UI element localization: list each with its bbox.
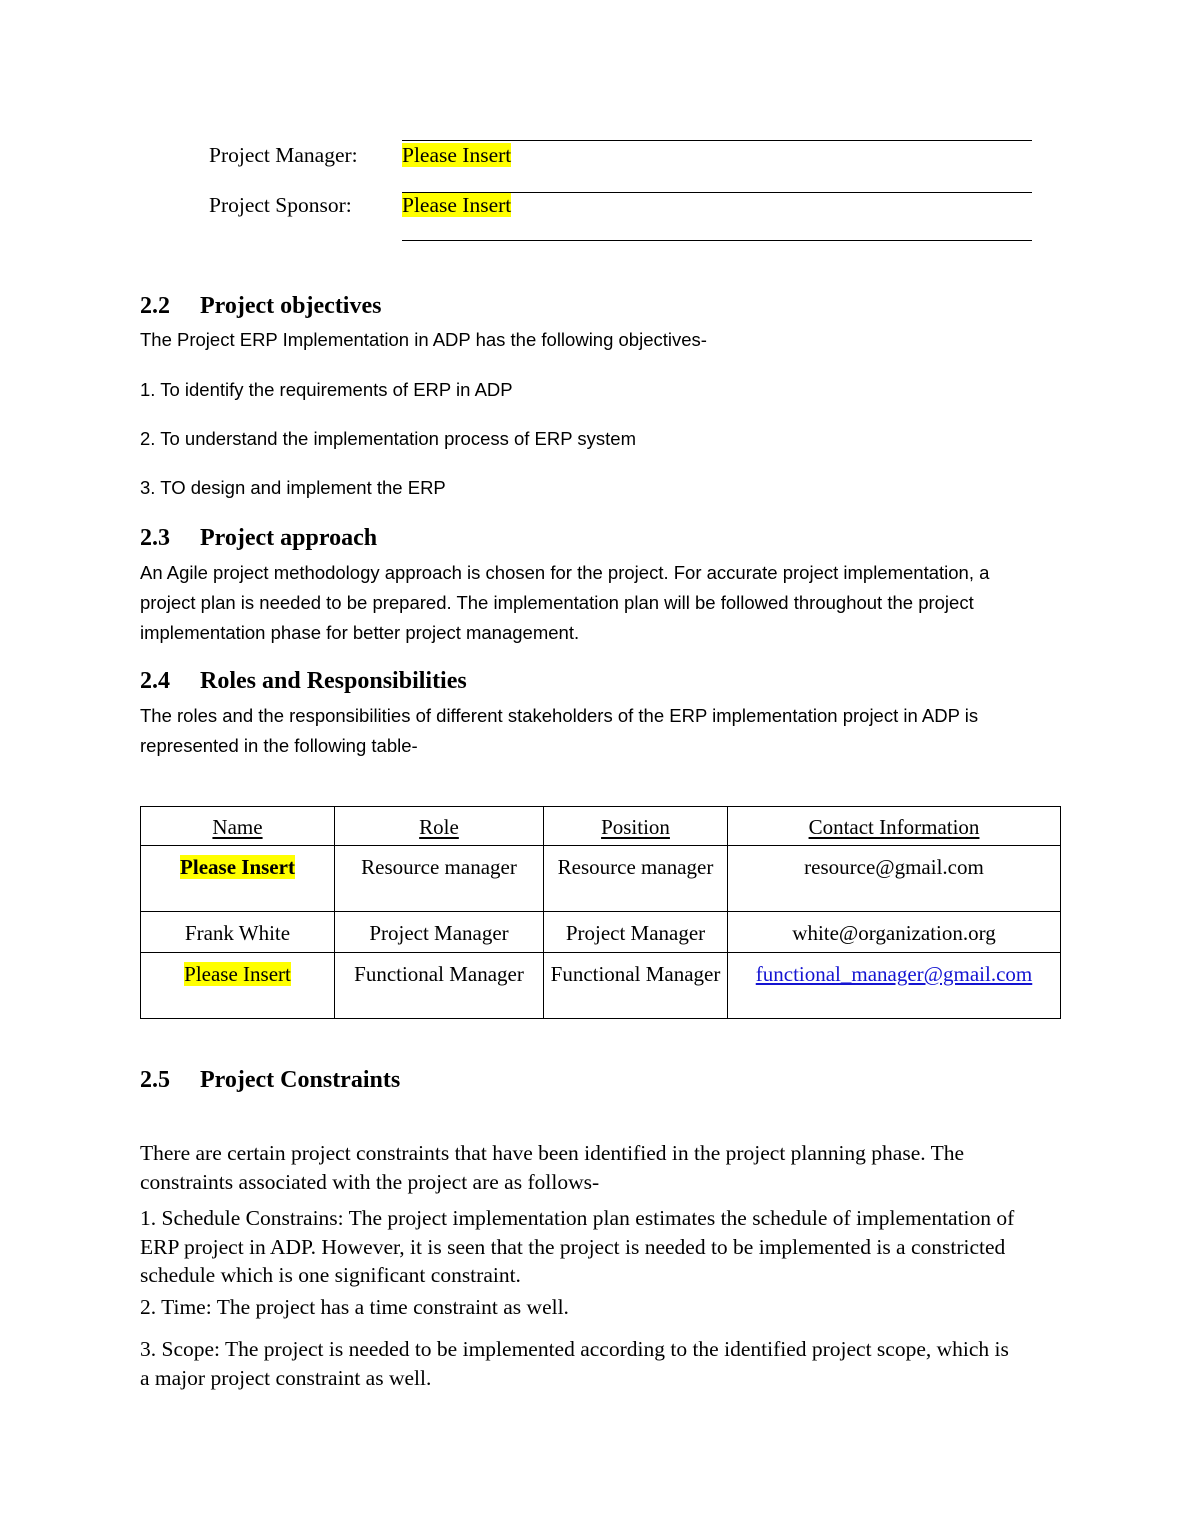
table-cell-position-3: Functional Manager (544, 953, 728, 1019)
table-cell-name-3 (141, 953, 335, 1019)
objectives-intro: The Project ERP Implementation in ADP has the following objectives- (140, 329, 707, 350)
table-cell-role-3: Functional Manager (335, 953, 544, 1019)
project-sponsor-placeholder-text: Please Insert (402, 193, 512, 217)
table-row (141, 953, 1061, 1019)
table-header-position (544, 807, 728, 846)
table-cell-position-1: Resource manager (544, 846, 728, 912)
table-header-contact-label: Contact Information (808, 815, 980, 839)
heading-number-2-2: 2.2 (140, 293, 170, 319)
project-sponsor-label: Project Sponsor: (209, 193, 352, 217)
signature-row-project-manager (138, 130, 1038, 180)
table-cell-role-2: Project Manager (335, 912, 544, 953)
constraints-item-3: 3. Scope: The project is needed to be implemented according to the identified project scope, which is a major project constraint as well. (140, 1337, 1009, 1390)
constraints-item-2: 2. Time: The project has a time constraint as well. (140, 1295, 569, 1319)
table-cell-contact-2: white@organization.org (728, 912, 1061, 953)
heading-number-2-3: 2.3 (140, 525, 170, 551)
heading-text-2-5: Project Constraints (200, 1067, 401, 1093)
heading-project-approach (140, 524, 377, 552)
name-placeholder-1: Please Insert (180, 855, 295, 879)
heading-number-2-4: 2.4 (140, 668, 170, 694)
project-manager-label: Project Manager: (209, 143, 358, 167)
functional-manager-email-link[interactable]: functional_manager@gmail.com (755, 962, 1033, 986)
table-row (141, 846, 1061, 912)
objectives-item-1: 1. To identify the requirements of ERP in ADP (140, 379, 513, 400)
table-cell-contact-3 (728, 953, 1061, 1019)
table-header-position-label: Position (601, 815, 670, 839)
project-manager-value (402, 142, 511, 168)
heading-text-2-3: Project approach (200, 525, 378, 551)
heading-number-2-5: 2.5 (140, 1067, 170, 1093)
roles-body: The roles and the responsibilities of different stakeholders of the ERP implementation project in ADP is represented in the following table- (140, 705, 979, 756)
constraints-intro: There are certain project constraints that have been identified in the project planning phase. The constraints associated with the project are as follows- (140, 1141, 965, 1194)
name-placeholder-3: Please Insert (184, 962, 291, 986)
heading-roles-responsibilities (140, 667, 467, 695)
signature-rule-bottom (402, 240, 1032, 241)
table-header-role (335, 807, 544, 846)
table-header-role-label: Role (419, 815, 459, 839)
approach-body: An Agile project methodology approach is chosen for the project. For accurate project implementation, a project plan is needed to be prepared. The implementation plan will be followed throughout the project implementation phase for better project management. (140, 562, 990, 643)
constraints-item-1: 1. Schedule Constrains: The project implementation plan estimates the schedule of implementation of ERP project in ADP. However, it is seen that the project is needed to be implemented is a constricted schedule which is one significant constraint. (140, 1206, 1015, 1287)
table-cell-role-1: Resource manager (335, 846, 544, 912)
table-row (141, 912, 1061, 953)
table-cell-name-2: Frank White (141, 912, 335, 953)
heading-project-constraints (140, 1066, 400, 1094)
project-sponsor-value (402, 192, 511, 218)
table-cell-name-1 (141, 846, 335, 912)
heading-text-2-4: Roles and Responsibilities (200, 668, 467, 694)
heading-text-2-2: Project objectives (200, 293, 382, 319)
table-cell-contact-1: resource@gmail.com (728, 846, 1061, 912)
project-manager-placeholder-text: Please Insert (402, 143, 512, 167)
heading-project-objectives (140, 292, 381, 320)
table-header-contact (728, 807, 1061, 846)
objectives-item-3: 3. TO design and implement the ERP (140, 477, 446, 498)
table-header-name (141, 807, 335, 846)
table-header-name-label: Name (212, 815, 263, 839)
objectives-item-2: 2. To understand the implementation process of ERP system (140, 428, 636, 449)
signature-row-project-sponsor (138, 180, 1038, 230)
table-header-row (141, 807, 1061, 846)
table-cell-position-2: Project Manager (544, 912, 728, 953)
roles-responsibilities-table (140, 806, 1061, 1019)
signature-block (138, 130, 1038, 230)
